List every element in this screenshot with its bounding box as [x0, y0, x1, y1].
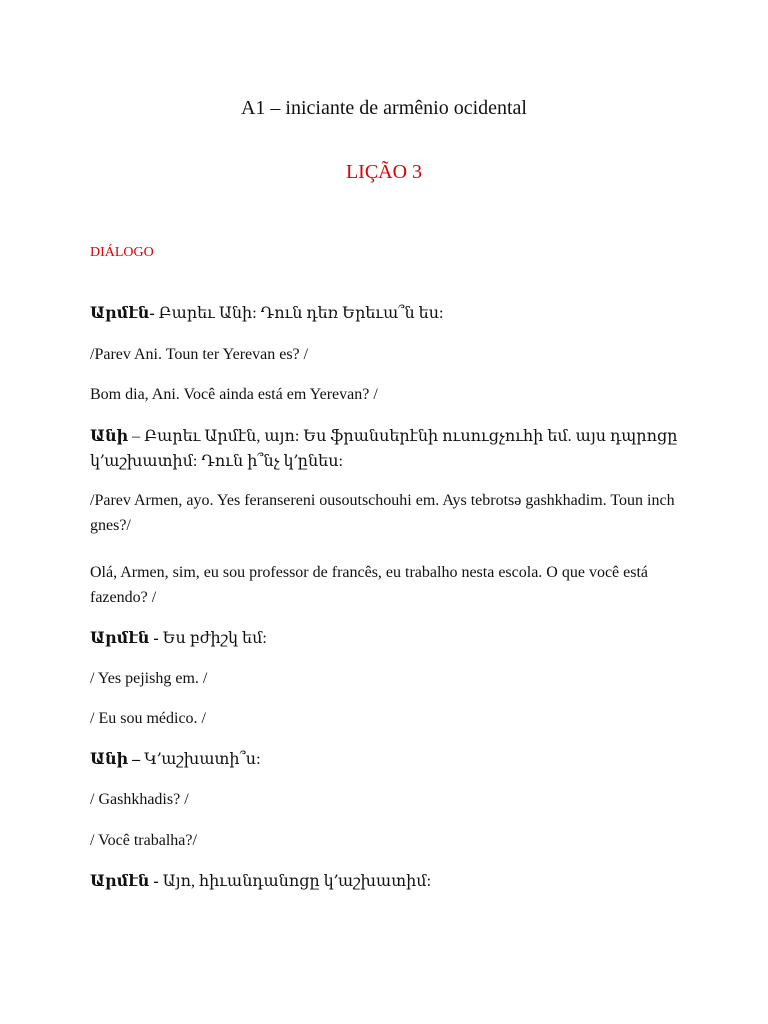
speaker-name: Անի [90, 428, 129, 445]
transliteration-line: / Yes pejishg em. / [90, 670, 208, 687]
section-heading: DIÁLOGO [90, 245, 154, 260]
translation-line: / Você trabalha?/ [90, 832, 197, 849]
speaker-name: Անի – [90, 751, 141, 768]
speaker-name: Արմէն - [90, 873, 159, 890]
transliteration-line: /Parev Ani. Toun ter Yerevan es? / [90, 346, 309, 363]
document-title: A1 – iniciante de armênio ocidental [240, 97, 527, 119]
speaker-name: Արմէն- [90, 305, 155, 322]
line-text: – Բարեւ Արմէն, այո: Ես ֆրանսերէնի ուսուցչուհի եմ. այս դպրոցը կ՚աշխատիմ: Դուն ի՞նչ կ՚ընես: [90, 428, 678, 470]
translation-line: Olá, Armen, sim, eu sou professor de francês, eu trabalho nesta escola. O que você está fazendo? / [90, 564, 649, 606]
transliteration-line: /Parev Armen, ayo. Yes feransereni ousoutschouhi em. Ays tebrotsə gashkhadim. Toun inch gnes?/ [90, 492, 675, 534]
line-text: Կ՚աշխատի՞ս: [140, 751, 261, 768]
dialogue-line [90, 869, 690, 894]
line-text: Բարեւ Անի: Դուն դեռ Երեւա՞ն ես: [154, 305, 444, 322]
dialogue-line [90, 301, 690, 326]
dialogue-line [90, 424, 690, 474]
line-text: Ես բժիշկ եմ: [158, 630, 267, 647]
translation-line: / Eu sou médico. / [90, 710, 206, 727]
speaker-name: Արմէն - [90, 630, 159, 647]
translation-line: Bom dia, Ani. Você ainda está em Yerevan? / [90, 386, 378, 403]
transliteration-line: / Gashkhadis? / [90, 791, 189, 808]
line-text: Այո, հիւանդանոցը կ՚աշխատիմ: [158, 873, 432, 890]
dialogue-line [90, 626, 690, 651]
dialogue-line [90, 747, 690, 772]
lesson-heading: LIÇÃO 3 [345, 161, 423, 183]
